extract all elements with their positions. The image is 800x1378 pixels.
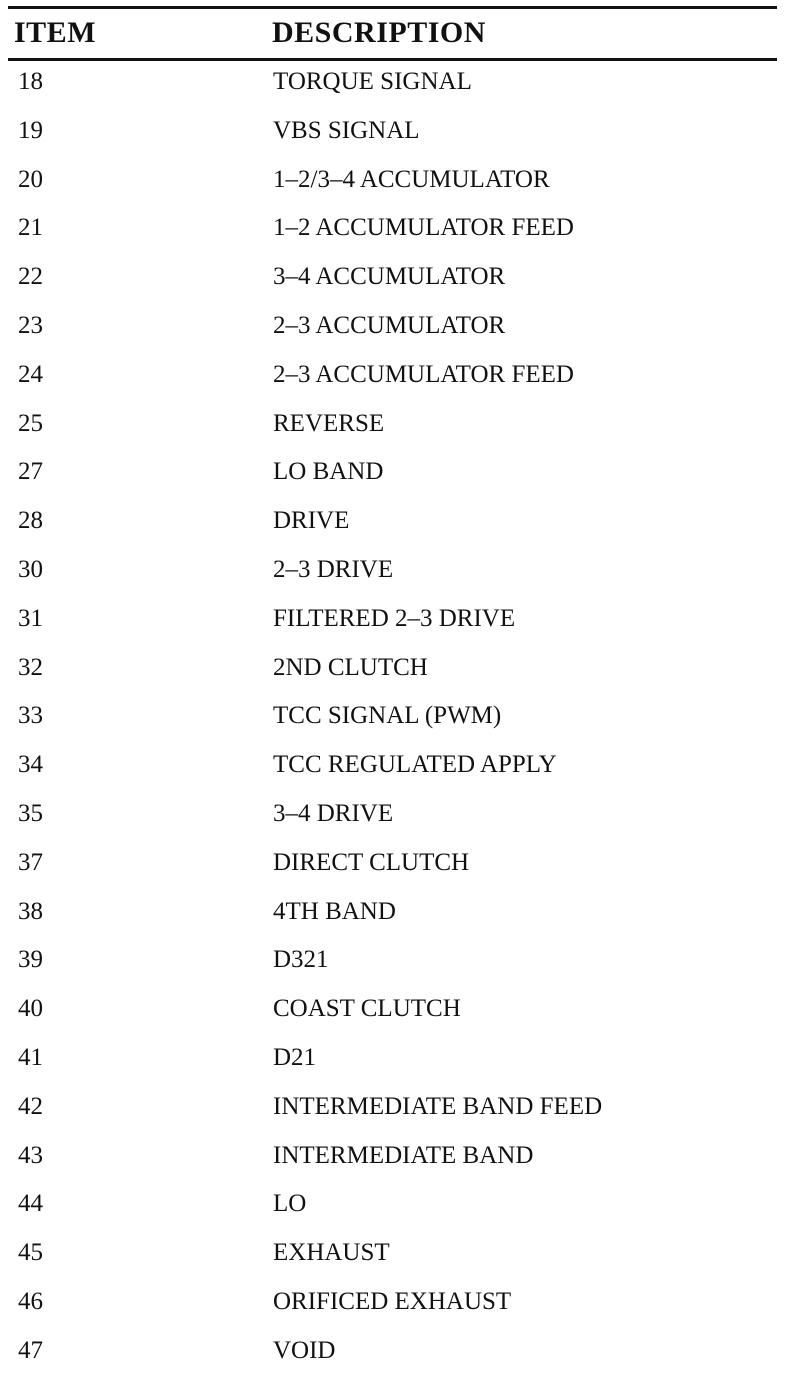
item-number: 35 xyxy=(18,799,43,827)
item-number: 19 xyxy=(18,116,43,144)
table-row xyxy=(0,499,800,548)
item-number: 39 xyxy=(18,946,43,974)
table-row xyxy=(0,255,800,304)
table-row xyxy=(0,402,800,451)
table-top-rule xyxy=(8,6,777,9)
table-row xyxy=(0,841,800,890)
item-number: 18 xyxy=(18,68,43,95)
item-number: 21 xyxy=(18,214,43,242)
item-number: 46 xyxy=(18,1287,43,1315)
item-number: 44 xyxy=(18,1190,43,1218)
item-number: 34 xyxy=(18,751,43,779)
table-row xyxy=(0,158,800,207)
item-number: 40 xyxy=(18,995,43,1023)
item-description: INTERMEDIATE BAND FEED xyxy=(273,1092,603,1120)
table-row xyxy=(0,109,800,158)
item-description: DIRECT CLUTCH xyxy=(273,848,470,876)
item-description: 1–2/3–4 ACCUMULATOR xyxy=(273,165,550,193)
item-description: TCC SIGNAL (PWM) xyxy=(273,702,502,730)
item-number: 38 xyxy=(18,897,43,925)
table-row xyxy=(0,646,800,695)
table-row xyxy=(0,548,800,597)
item-description: INTERMEDIATE BAND xyxy=(273,1141,534,1169)
description-column-header: DESCRIPTION xyxy=(272,16,486,49)
item-column-header: ITEM xyxy=(14,16,97,49)
item-number: 33 xyxy=(18,702,43,730)
item-description: 3–4 ACCUMULATOR xyxy=(273,263,506,291)
table-row xyxy=(0,1085,800,1134)
item-description: LO xyxy=(273,1190,307,1218)
item-number: 47 xyxy=(18,1336,43,1364)
table-row xyxy=(0,597,800,646)
item-description: 4TH BAND xyxy=(273,897,396,925)
table-row xyxy=(0,450,800,499)
table-row xyxy=(0,938,800,987)
table-row xyxy=(0,1231,800,1280)
item-number: 45 xyxy=(18,1239,43,1267)
item-description: 2–3 ACCUMULATOR xyxy=(273,311,506,339)
item-description: 2ND CLUTCH xyxy=(273,653,428,681)
item-description: D21 xyxy=(273,1043,317,1071)
item-number: 25 xyxy=(18,409,43,437)
item-description: REVERSE xyxy=(273,409,385,437)
item-number: 42 xyxy=(18,1092,43,1120)
item-number: 23 xyxy=(18,311,43,339)
item-description: DRIVE xyxy=(273,507,350,535)
item-description: TORQUE SIGNAL xyxy=(273,68,472,95)
item-description: ORIFICED EXHAUST xyxy=(273,1287,512,1315)
item-description: 3–4 DRIVE xyxy=(273,799,394,827)
item-number: 28 xyxy=(18,507,43,535)
table-row xyxy=(0,743,800,792)
item-number: 22 xyxy=(18,263,43,291)
table-row xyxy=(0,1329,800,1378)
item-description: 2–3 DRIVE xyxy=(273,555,394,583)
table-row xyxy=(0,1182,800,1231)
item-number: 37 xyxy=(18,848,43,876)
table-row xyxy=(0,890,800,939)
item-number: 27 xyxy=(18,458,43,486)
item-description: D321 xyxy=(273,946,329,974)
item-description: COAST CLUTCH xyxy=(273,995,461,1023)
item-number: 24 xyxy=(18,360,43,388)
table-row xyxy=(0,987,800,1036)
item-description: LO BAND xyxy=(273,458,384,486)
table-row xyxy=(0,206,800,255)
table-row xyxy=(0,1280,800,1329)
table-row xyxy=(0,353,800,402)
item-description: EXHAUST xyxy=(273,1239,390,1267)
table-body xyxy=(0,60,800,1378)
item-description: FILTERED 2–3 DRIVE xyxy=(273,604,516,632)
item-number: 20 xyxy=(18,165,43,193)
item-description: 2–3 ACCUMULATOR FEED xyxy=(273,360,574,388)
item-description: VBS SIGNAL xyxy=(273,116,420,144)
table-row xyxy=(0,304,800,353)
table-row xyxy=(0,1036,800,1085)
table-row xyxy=(0,792,800,841)
item-description: 1–2 ACCUMULATOR FEED xyxy=(273,214,574,242)
item-number: 41 xyxy=(18,1043,43,1071)
item-number: 43 xyxy=(18,1141,43,1169)
table-row xyxy=(0,60,800,109)
table-row xyxy=(0,694,800,743)
table-row xyxy=(0,1134,800,1183)
item-description: VOID xyxy=(273,1336,336,1364)
item-description: TCC REGULATED APPLY xyxy=(273,751,557,779)
item-number: 32 xyxy=(18,653,43,681)
item-number: 30 xyxy=(18,555,43,583)
item-number: 31 xyxy=(18,604,43,632)
